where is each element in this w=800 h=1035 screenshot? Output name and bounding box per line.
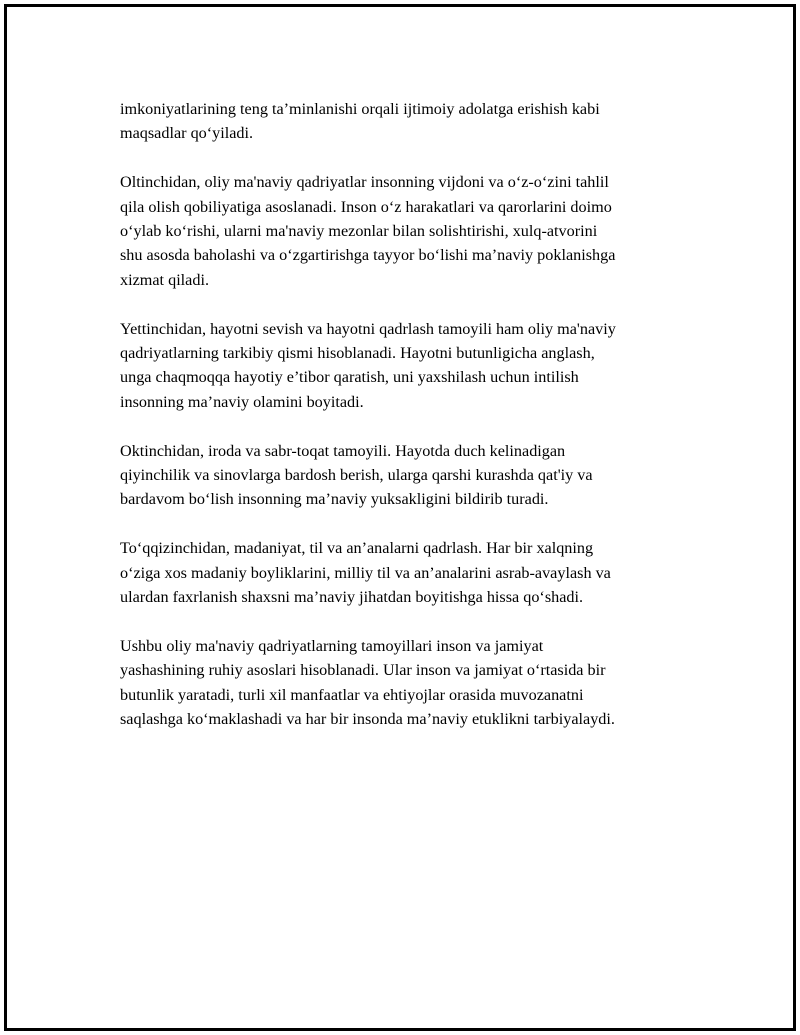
paragraph-conclusion: Ushbu oliy ma'naviy qadriyatlarning tamoyillari inson va jamiyat yashashining ruhiy asoslari hisoblanadi. Ular inson va jamiyat o‘rtasida bir butunlik yaratadi, turli xil manfaatlar va ehtiyojlar orasida muvozanatni saqlashga ko‘maklashadi va har bir insonda ma’naviy etuklikni tarbiyalaydi. <box>120 636 615 729</box>
document-body <box>120 97 700 756</box>
paragraph-ninth-principle: To‘qqizinchidan, madaniyat, til va an’analarni qadrlash. Har bir xalqning o‘ziga xos madaniy boyliklarini, milliy til va an’analarini asrab-avaylash va ulardan faxrlanish shaxsni ma’naviy jihatdan boyitishga hissa qo‘shadi. <box>120 539 611 607</box>
document-page <box>4 4 796 1031</box>
paragraph-seventh-principle: Yettinchidan, hayotni sevish va hayotni qadrlash tamoyili ham oliy ma'naviy qadriyatlarning tarkibiy qismi hisoblanadi. Hayotni butunligicha anglash, unga chaqmoqqa hayotiy e’tibor qaratish, uni yaxshilash uchun intilish insonning ma’naviy olamini boyitadi. <box>120 319 616 411</box>
paragraph-sixth-principle: Oltinchidan, oliy ma'naviy qadriyatlar insonning vijdoni va o‘z-o‘zini tahlil qila olish qobiliyatiga asoslanadi. Inson o‘z harakatlari va qarorlarini doimo o‘ylab ko‘rishi, ularni ma'naviy mezonlar bilan solishtirishi, xulq-atvorini shu asosda baholashi va o‘zgartirishga tayyor bo‘lishi ma’naviy poklanishga xizmat qiladi. <box>120 173 616 289</box>
paragraph-continuation: imkoniyatlarining teng ta’minlanishi orqali ijtimoiy adolatga erishish kabi maqsadlar qo‘yiladi. <box>120 100 600 143</box>
paragraph-eighth-principle: Oktinchidan, iroda va sabr-toqat tamoyili. Hayotda duch kelinadigan qiyinchilik va sinovlarga bardosh berish, ularga qarshi kurashda qat'iy va bardavom bo‘lish insonning ma’naviy yuksakligini bildirib turadi. <box>120 441 593 509</box>
